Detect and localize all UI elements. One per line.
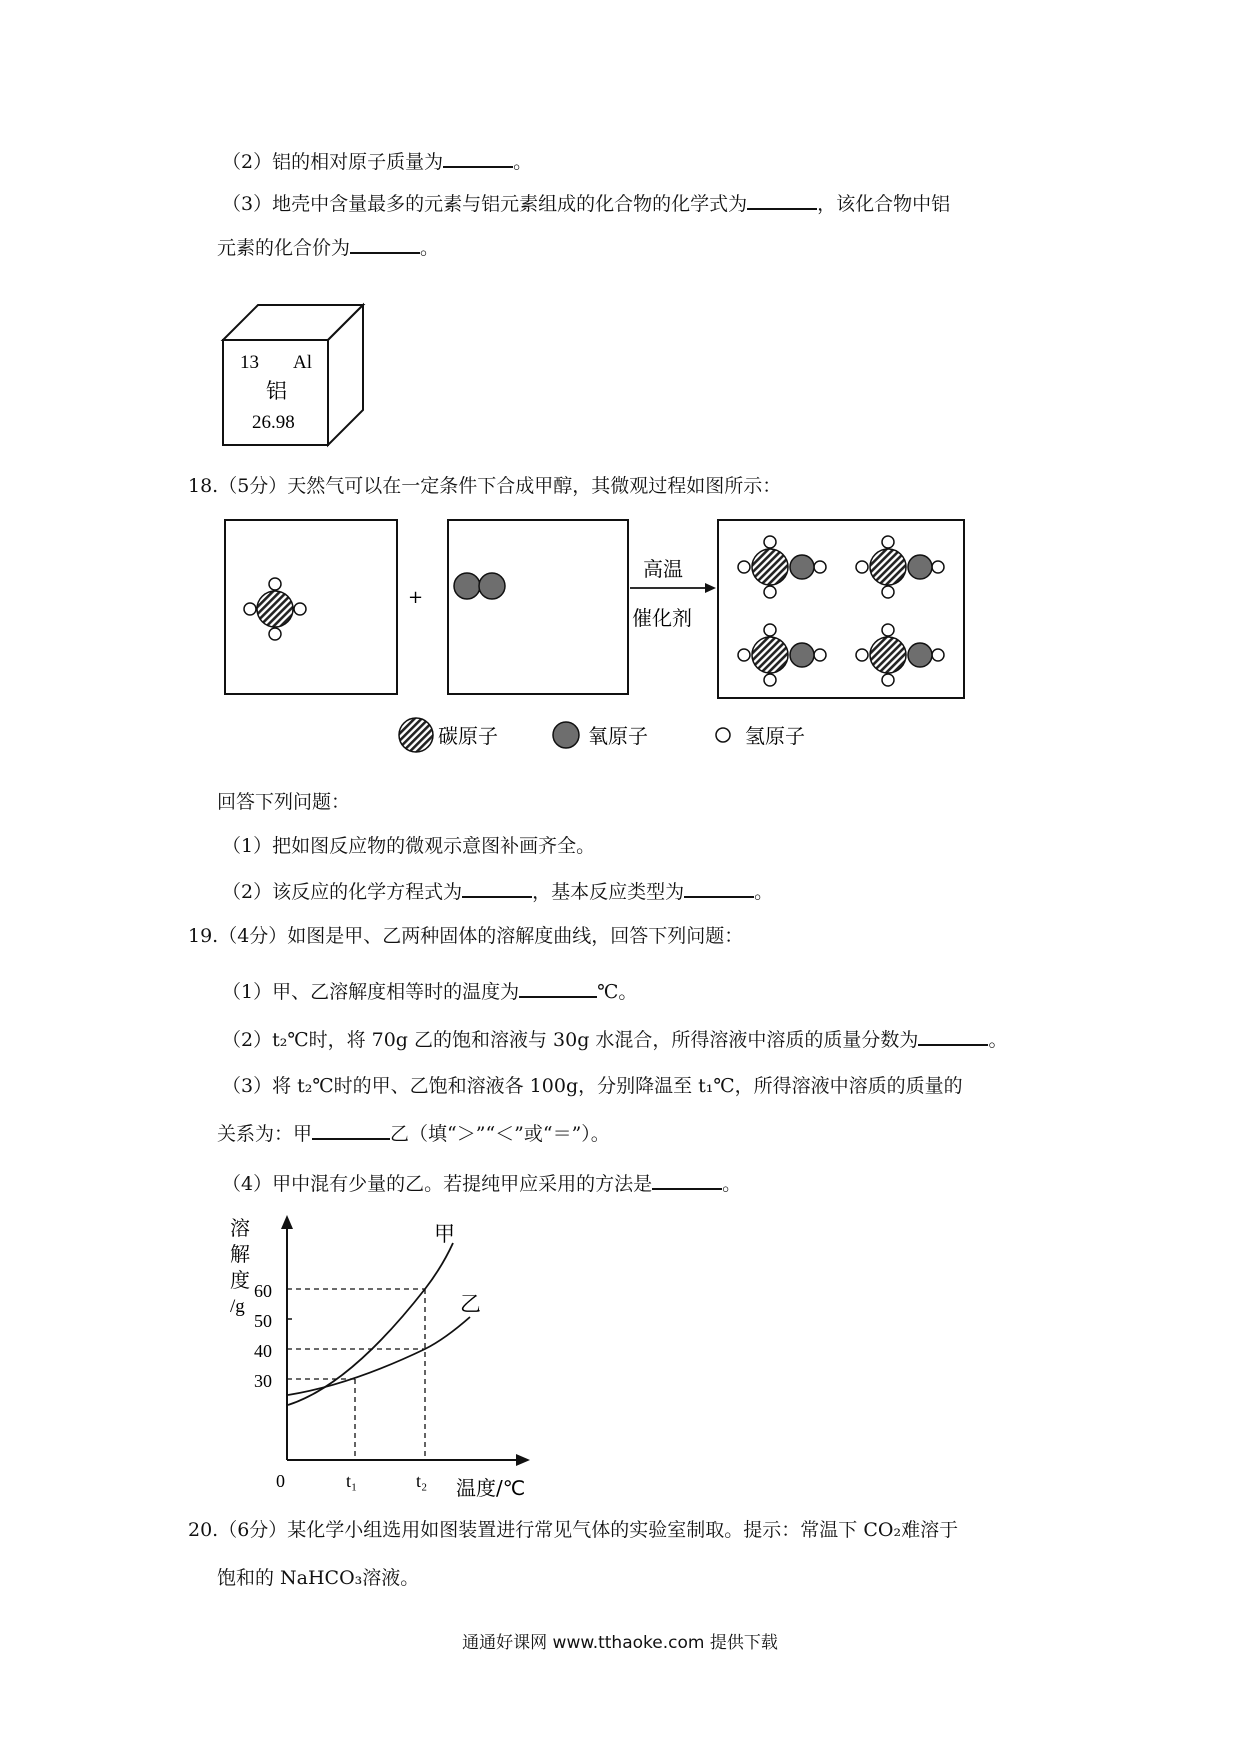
y-tick-40: 40 [254,1341,272,1361]
q19-part3-line2: 关系为：甲 乙（填“＞”“＜”或“＝”）。 [217,1120,610,1146]
q18-part2: （2）该反应的化学方程式为 ，基本反应类型为 。 [222,878,773,904]
element-symbol: Al [293,352,312,373]
legend-hydrogen: 氢原子 [745,724,805,748]
x-axis-label: 温度/℃ [456,1476,526,1500]
y-tick-50: 50 [254,1311,272,1331]
answer-blank[interactable] [519,978,597,998]
answer-blank[interactable] [918,1026,988,1046]
answer-blank[interactable] [350,234,420,254]
page-footer: 通通好课网 www.tthaoke.com 提供下载 [462,1633,778,1653]
oxygen-legend-icon [553,722,579,748]
carbon-legend-icon [399,718,433,752]
q19-part1: （1）甲、乙溶解度相等时的温度为 ℃。 [222,978,637,1004]
y-label-4: /g [230,1296,245,1317]
methanol-synthesis-diagram [200,500,1000,760]
label-jia: 甲 [434,1222,455,1246]
condition-catalyst: 催化剂 [632,606,692,630]
q18-title: 18.（5分）天然气可以在一定条件下合成甲醇，其微观过程如图所示： [188,475,782,497]
y-tick-60: 60 [254,1281,272,1301]
q18-intro: 回答下列问题： [217,791,351,813]
x-tick-t2: t₂ [416,1471,428,1491]
answer-blank[interactable] [652,1170,722,1190]
answer-blank[interactable] [462,878,532,898]
condition-high-temp: 高温 [643,557,683,581]
q19-title: 19.（4分）如图是甲、乙两种固体的溶解度曲线，回答下列问题： [188,925,744,947]
reactant-box-oxygen [448,520,628,694]
y-label-2: 解 [230,1242,250,1266]
y-label-1: 溶 [230,1216,250,1240]
q20-line2: 饱和的 NaHCO₃溶液。 [217,1567,420,1589]
answer-blank[interactable] [312,1120,390,1140]
origin-label: 0 [276,1471,285,1491]
q17-part3: （3）地壳中含量最多的元素与铝元素组成的化合物的化学式为 ，该化合物中铝 [222,190,950,216]
legend-oxygen: 氧原子 [588,724,648,748]
hydrogen-legend-icon [716,728,730,742]
curve-jia [288,1243,453,1405]
atomic-number: 13 [240,352,259,373]
atomic-mass: 26.98 [252,412,295,433]
y-label-3: 度 [230,1268,250,1292]
curve-yi [288,1317,470,1395]
y-tick-30: 30 [254,1371,272,1391]
q19-part2: （2）t₂℃时，将 70g 乙的饱和溶液与 30g 水混合，所得溶液中溶质的质量分数为 。 [222,1026,1007,1052]
element-name: 铝 [266,379,287,403]
answer-blank[interactable] [684,878,754,898]
solubility-chart [210,1215,550,1500]
q19-part3: （3）将 t₂℃时的甲、乙饱和溶液各 100g，分别降温至 t₁℃，所得溶液中溶质的质量的 [222,1075,963,1097]
product-box-methanol [718,520,964,698]
answer-blank[interactable] [443,148,513,168]
legend-carbon: 碳原子 [438,724,498,748]
answer-blank[interactable] [747,190,817,210]
q20-line1: 20.（6分）某化学小组选用如图装置进行常见气体的实验室制取。提示：常温下 CO₂难溶于 [188,1519,959,1541]
q18-part1: （1）把如图反应物的微观示意图补画齐全。 [222,835,596,857]
aluminum-element-cube [218,300,368,450]
atom-legend [399,718,805,752]
label-yi: 乙 [460,1292,481,1316]
q17-part3-line2: 元素的化合价为 。 [217,234,439,260]
q17-part2: （2）铝的相对原子质量为 。 [222,148,532,174]
plus-sign: + [408,587,424,608]
x-tick-t1: t₁ [346,1471,358,1491]
q19-part4: （4）甲中混有少量的乙。若提纯甲应采用的方法是 。 [222,1170,741,1196]
